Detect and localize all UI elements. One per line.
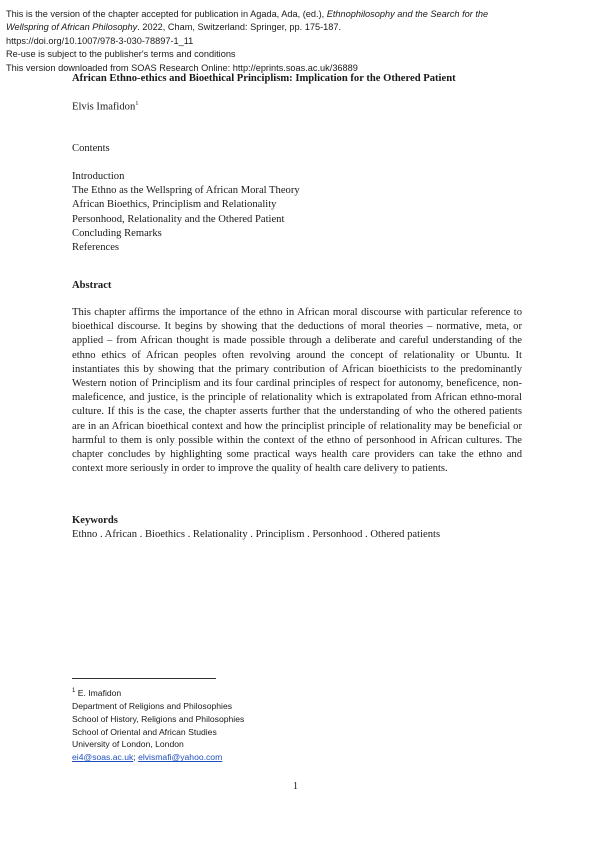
download-source-line[interactable]: This version downloaded from SOAS Research Online: http://eprints.soas.ac.uk/36889 (6, 62, 358, 73)
footnote-school: School of History, Religions and Philosophies (72, 713, 245, 724)
footnote-institution: School of Oriental and African Studies (72, 726, 217, 737)
toc-item: African Bioethics, Principlism and Relationality (72, 199, 277, 211)
page-number: 1 (293, 781, 298, 792)
author-name: Elvis Imafidon (72, 101, 136, 113)
doi-line[interactable]: https://doi.org/10.1007/978-3-030-78897-1_11 (6, 35, 194, 46)
notice-line-2: Wellspring of African Philosophy. 2022, Cham, Switzerland: Springer, pp. 175-187. (6, 22, 342, 33)
footnote-emails: ei4@soas.ac.uk; elvismafi@yahoo.com (72, 752, 223, 763)
book-title-part-1: Ethnophilosophy and the Search for the (326, 9, 489, 19)
footnote-mark: 1 (72, 688, 76, 694)
toc-item: Concluding Remarks (72, 227, 162, 239)
toc-item: References (72, 242, 120, 254)
abstract-heading: Abstract (72, 280, 112, 291)
keywords-list: Ethno . African . Bioethics . Relationality . Principlism . Personhood . Othered patients (72, 529, 441, 540)
notice-line-1: This is the version of the chapter accepted for publication in Agada, Ada, (ed.), Ethnophilosophy and the Search for the (6, 9, 489, 19)
toc-item: Introduction (72, 171, 125, 182)
contents-heading: Contents (72, 143, 110, 154)
keywords-heading: Keywords (72, 515, 118, 526)
chapter-title: African Ethno-ethics and Bioethical Principlism: Implication for the Othered Patient (72, 73, 456, 84)
book-title-part-2: Wellspring of African Philosophy (6, 22, 138, 33)
footnote-department: Department of Religions and Philosophies (72, 700, 233, 711)
author-footnote-mark: 1 (135, 100, 139, 107)
email-link[interactable]: ei4@soas.ac.uk (72, 752, 134, 763)
email-link[interactable]: elvismafi@yahoo.com (138, 752, 223, 763)
footnote-separator (72, 678, 216, 679)
table-of-contents (72, 170, 300, 255)
reuse-line: Re-use is subject to the publisher's terms and conditions (6, 49, 236, 60)
toc-item: Personhood, Relationality and the Othered Patient (72, 213, 285, 225)
publication-notice (6, 8, 576, 75)
toc-item: The Ethno as the Wellspring of African Moral Theory (72, 185, 300, 197)
footnote-name-line: $^1$ E. Imafidon (72, 687, 122, 698)
abstract-text: This chapter affirms the importance of the ethno in African moral discourse with particular reference to bioethical discourse. It begins by showing that the deductions of moral theories – normative, meta, or applied – from African thought is made possible through a deliberate and careful understanding of the ethno ethics of African peoples often revolving around the concept of relationality or Ubuntu. It instantiates this by showing that the primary contribution of African bioethicists to the predominantly Western notion of Principlism and its four cardinal principles of respect for autonomy, beneficence, non-maleficence, and justice, is the principle of relationality which is extrapolated from African ethno-moral culture. If this is the case, the chapter asserts further that the understanding of who the othered patients are in an African bioethical context and how the principlist principle of relationality may be beneficial or harmful to them is only possible within the context of the ethno of personhood in African cultures. The chapter concludes by highlighting some practical ways health care providers can take the ethno and context more seriously in order to improve the quality of health care delivery to patients. (72, 307, 522, 475)
author-line (72, 100, 139, 113)
author-footnote (72, 685, 244, 764)
footnote-university: University of London, London (72, 739, 184, 750)
